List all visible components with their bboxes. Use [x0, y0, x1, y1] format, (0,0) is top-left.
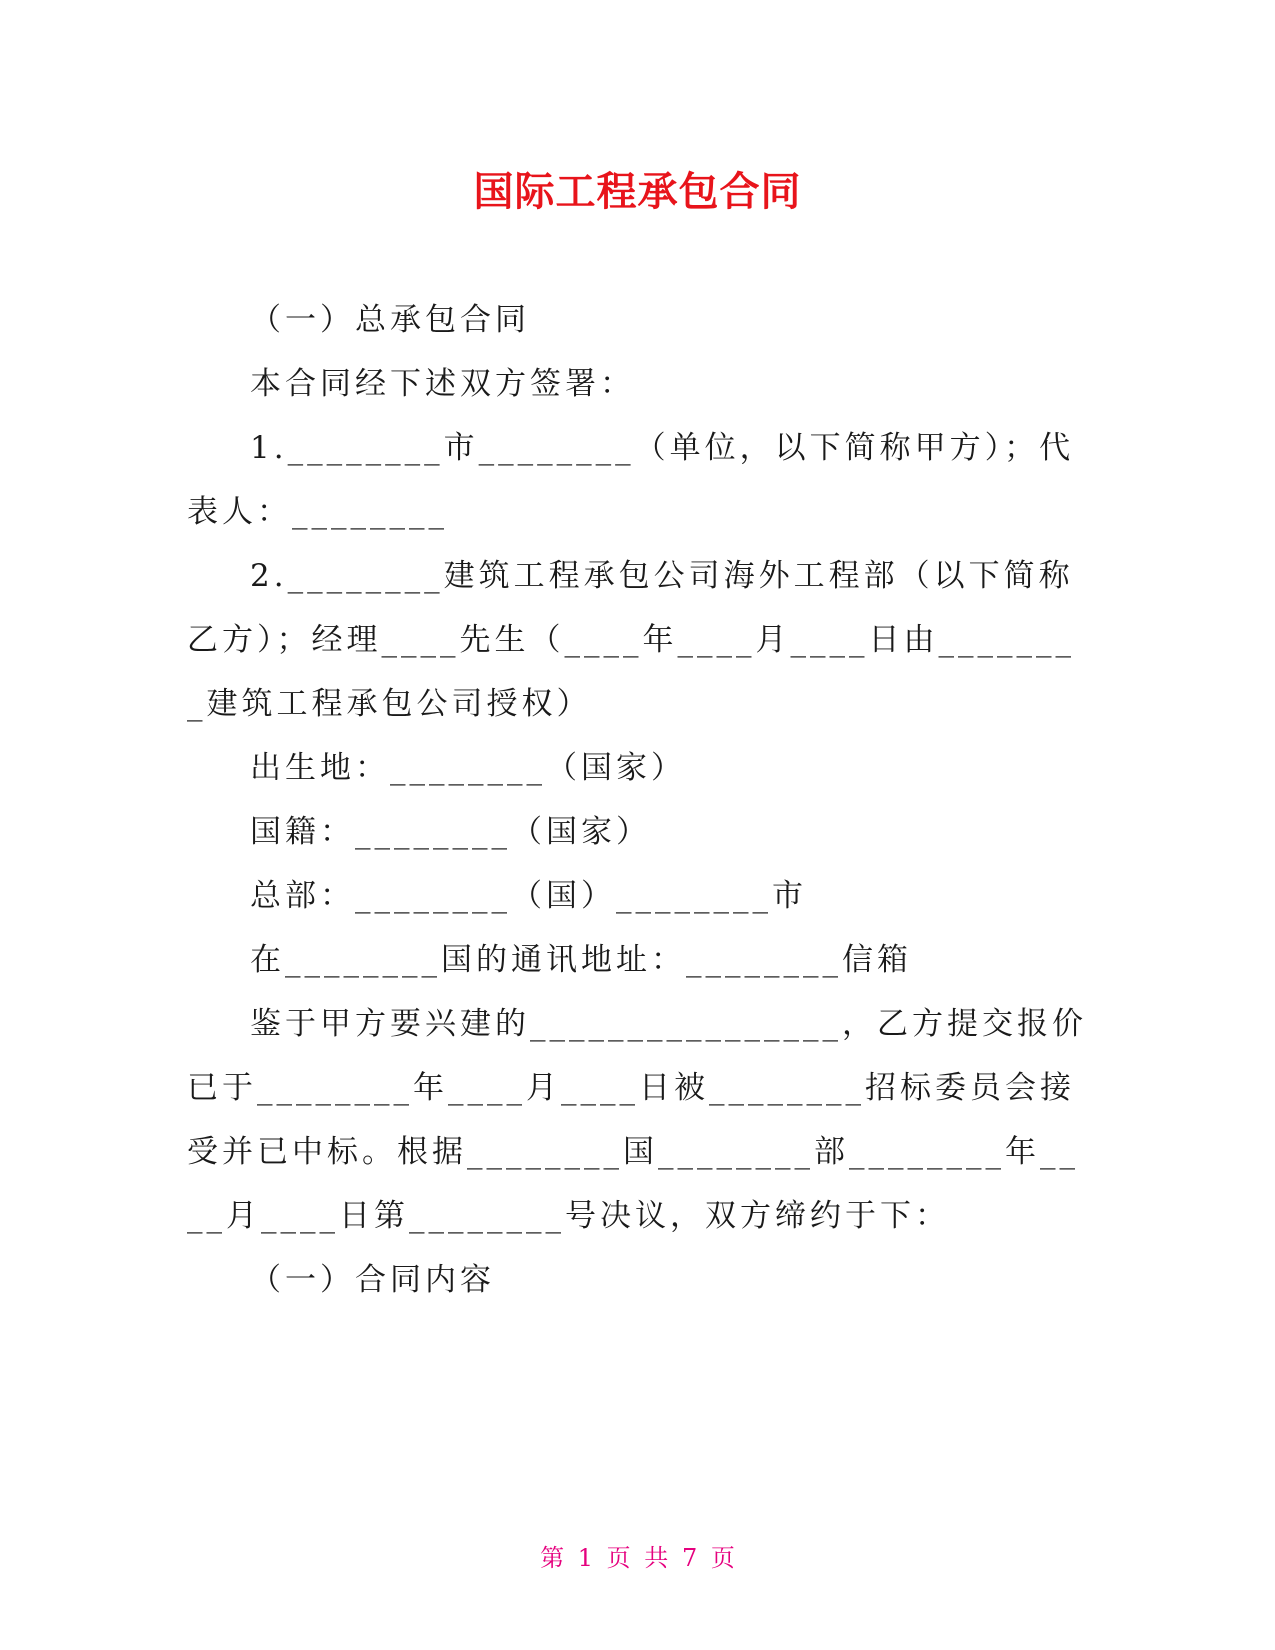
- section-heading-general-contract: （一）总承包合同: [250, 302, 530, 338]
- document-title: 国际工程承包合同: [473, 169, 802, 215]
- section-heading-contract-content: （一）合同内容: [250, 1262, 495, 1298]
- party-b-clause: 2.________建筑工程承包公司海外工程部（以下简称乙方）；经理____先生（____年____月____日由________建筑工程承包公司授权）: [187, 558, 1075, 722]
- page-footer: 第 1 页 共 7 页: [540, 1544, 735, 1572]
- party-a-clause: 1.________市________（单位，以下简称甲方）；代表人：________: [187, 430, 1075, 530]
- headquarters-line: 总部：________（国）________市: [250, 878, 807, 914]
- recital-paragraph: 鉴于甲方要兴建的________________，乙方提交报价已于________年____月____日被________招标委员会接受并已中标。根据________国________部________年____月____日第________号决议，双方缔约于下：: [187, 1006, 1087, 1234]
- nationality-line: 国籍：________（国家）: [250, 814, 651, 850]
- mailing-address-line: 在________国的通讯地址：________信箱: [250, 942, 912, 978]
- signing-intro: 本合同经下述双方签署：: [250, 366, 635, 402]
- document-body: [187, 288, 1087, 1312]
- birthplace-line: 出生地：________（国家）: [250, 750, 686, 786]
